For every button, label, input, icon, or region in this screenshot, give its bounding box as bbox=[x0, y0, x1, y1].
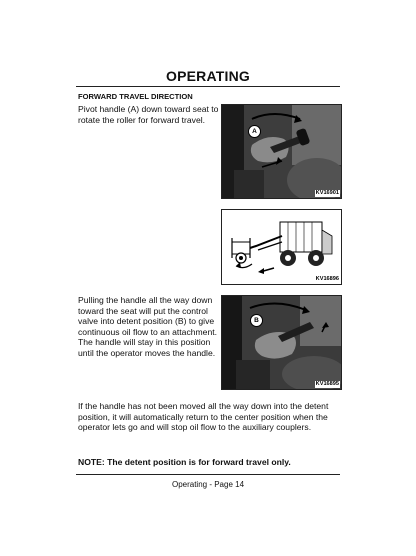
diagram-machine-side-view bbox=[221, 209, 342, 285]
paragraph-auto-return: If the handle has not been moved all the way down into the detent position, it will automatically return to the center position when the operator lets go and will stop oil flow to the auxiliary couplers. bbox=[78, 401, 329, 432]
figure-code: KV16901 bbox=[315, 190, 339, 196]
page-title: OPERATING bbox=[166, 68, 250, 84]
section-heading: FORWARD TRAVEL DIRECTION bbox=[78, 92, 193, 101]
callout-marker-b: B bbox=[250, 314, 263, 327]
callout-marker-a: A bbox=[248, 125, 261, 138]
photo-handle-a bbox=[221, 104, 342, 199]
page-footer: Operating - Page 14 bbox=[171, 480, 245, 489]
footer-divider bbox=[76, 474, 340, 475]
photo-handle-b bbox=[221, 295, 342, 390]
note-detent-forward: NOTE: The detent position is for forward travel only. bbox=[78, 457, 291, 467]
figure-code: KV16895 bbox=[315, 381, 339, 387]
paragraph-detent-position: Pulling the handle all the way down toward the seat will put the control valve into detent position (B) to give continuous oil flow to an attachment. The handle will stay in this position until the operator moves the handle. bbox=[78, 295, 218, 358]
paragraph-pivot-handle: Pivot handle (A) down toward seat to rotate the roller for forward travel. bbox=[78, 104, 219, 125]
title-divider bbox=[76, 86, 340, 87]
figure-code: KV16896 bbox=[315, 276, 339, 282]
